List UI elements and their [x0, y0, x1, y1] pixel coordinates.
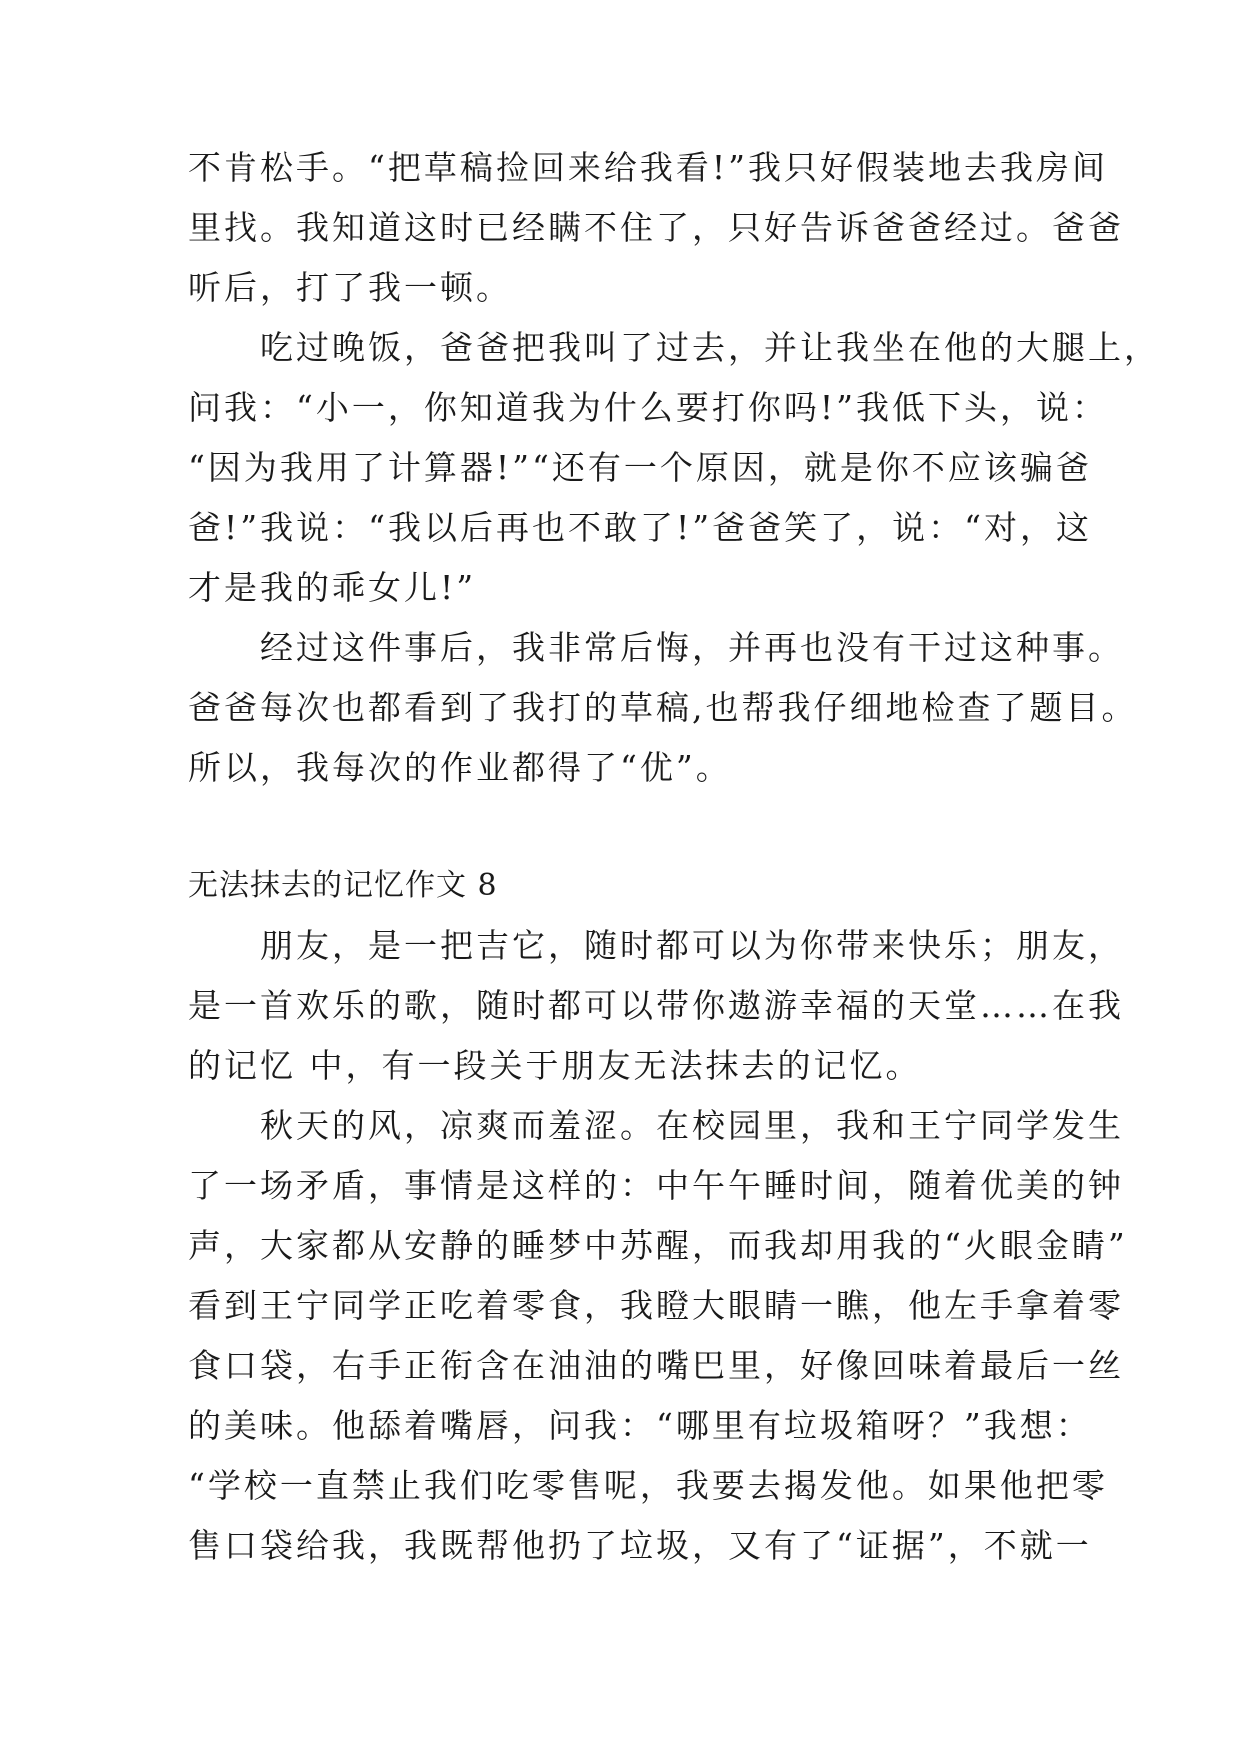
paragraph-line: 是一首欢乐的歌，随时都可以带你遨游幸福的天堂……在我	[188, 986, 1124, 1025]
paragraph-line: 朋友，是一把吉它，随时都可以为你带来快乐；朋友，	[188, 926, 1124, 965]
paragraph-line: 所以，我每次的作业都得了“优”。	[188, 748, 732, 787]
paragraph-line: 不肯松手。“把草稿捡回来给我看!”我只好假装地去我房间	[188, 148, 1109, 187]
paragraph-line: “学校一直禁止我们吃零售呢，我要去揭发他。如果他把零	[188, 1466, 1108, 1505]
paragraph-line: 看到王宁同学正吃着零食，我瞪大眼睛一瞧，他左手拿着零	[188, 1286, 1124, 1325]
paragraph-line: 经过这件事后，我非常后悔，并再也没有干过这种事。	[188, 628, 1124, 667]
paragraph-line: 听后，打了我一顿。	[188, 268, 512, 307]
paragraph-line: 食口袋，右手正衔含在油油的嘴巴里，好像回味着最后一丝	[188, 1346, 1124, 1385]
paragraph-line: 里找。我知道这时已经瞒不住了，只好告诉爸爸经过。爸爸	[188, 208, 1124, 247]
paragraph-line: 问我：“小一，你知道我为什么要打你吗!”我低下头，说：	[188, 388, 1109, 427]
paragraph-line: 爸!”我说：“我以后再也不敢了!”爸爸笑了，说：“对，这	[188, 508, 1093, 547]
paragraph-line: 了一场矛盾，事情是这样的：中午午睡时间，随着优美的钟	[188, 1166, 1124, 1205]
paragraph-line: 才是我的乖女儿!”	[188, 568, 477, 607]
paragraph-line: 售口袋给我，我既帮他扔了垃圾，又有了“证据”，不就一	[188, 1526, 1092, 1565]
paragraph-line: 秋天的风，凉爽而羞涩。在校园里，我和王宁同学发生	[188, 1106, 1124, 1145]
section-heading: 无法抹去的记忆作文 8	[188, 868, 498, 903]
paragraph-line: 的美味。他舔着嘴唇，问我：“哪里有垃圾箱呀？”我想：	[188, 1406, 1092, 1445]
paragraph-line: 的记忆 中，有一段关于朋友无法抹去的记忆。	[188, 1046, 922, 1085]
paragraph-line: “因为我用了计算器!”“还有一个原因，就是你不应该骗爸	[188, 448, 1092, 487]
paragraph-line: 吃过晚饭，爸爸把我叫了过去，并让我坐在他的大腿上，	[188, 328, 1160, 367]
paragraph-line: 爸爸每次也都看到了我打的草稿,也帮我仔细地检查了题目。	[188, 688, 1138, 727]
paragraph-line: 声，大家都从安静的睡梦中苏醒，而我却用我的“火眼金睛”	[188, 1226, 1128, 1265]
